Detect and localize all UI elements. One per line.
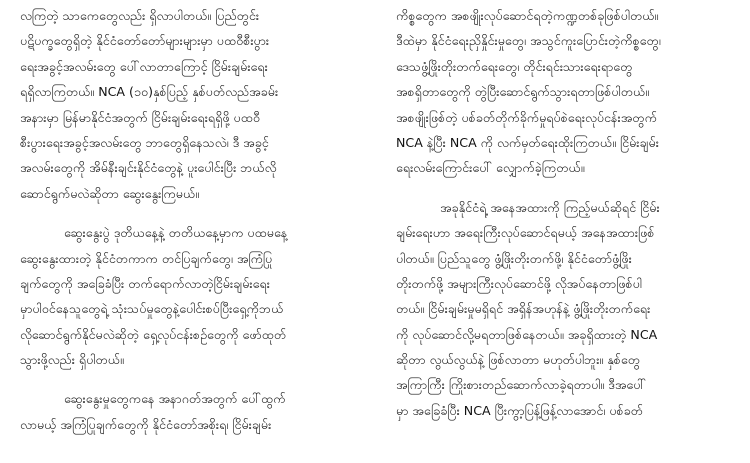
text-line: ဒီထဲမှာ နိုင်ငံရေးညှိနှိုင်းမှုတွေ၊ အသွင်ကူးပြောင်းတဲ့ကိစ္စတွေ၊ — [396, 33, 661, 49]
text-line: ချက်တွေကို အခြေခံပြီး တက်ရောက်လာတဲ့ငြိမ်းချမ်းရေး — [20, 275, 270, 291]
text-line: အစရှိတာတွေကို တွဲပြီးဆောင်ရွက်သွားရတာဖြစ်ပါတယ်။ — [396, 84, 650, 100]
right-column — [396, 0, 730, 463]
left-column — [20, 0, 354, 463]
text-line: ဆွေးနွေးထားတဲ့ နိုင်ငံတကာက တင်ပြချက်တွေ၊ အကြံပြု — [20, 250, 273, 266]
text-line: စီးပွားရေးအခွင့်အလမ်းတွေ ဘာတွေရှိနေသလဲ၊ ဒီ အခွင့် — [20, 134, 269, 150]
text-line: ရရှိလာကြတယ်။ NCA (၁၀)နှစ်ပြည့် နှစ်ပတ်လည်အခမ်း — [20, 84, 279, 100]
text-line: ဆိုတာ လွယ်လွယ်နဲ့ ဖြစ်လာတာ မဟုတ်ပါဘူး။ နှစ်တွေ — [396, 352, 640, 368]
text-line: ရေးအခွင့်အလမ်းတွေ ပေါ်လာတာကြောင့် ငြိမ်းချမ်းရေး — [20, 58, 268, 74]
text-line: ချမ်းရေးဟာ အရေးကြီးလုပ်ဆောင်ရမယ့် အနေအထားဖြစ် — [396, 225, 655, 241]
text-line: မှာပါဝင်နေသူတွေရဲ့ သုံးသပ်မှုတွေနဲ့ပေါင်းစပ်ပြီးရှေ့ကိုဘယ် — [20, 301, 284, 317]
text-line: တယ်။ ငြိမ်းချမ်းမှုမရှိရင် အရှိန်အဟုန်နဲ့ ဖွံ့ဖြိုးတိုးတက်ရေး — [396, 301, 651, 317]
text-line: ကို လုပ်ဆောင်လို့မရတာဖြစ်နေတယ်။ အခုရှိထားတဲ့ NCA — [396, 326, 658, 342]
text-line: သွားဖို့လည်း ရှိပါတယ်။ — [20, 352, 124, 368]
text-line: ပါတယ်။ ပြည်သူတွေ ဖွံ့ဖြိုးတိုးတက်ဖို့၊ နိုင်ငံတော်ဖွံ့ဖြိုး — [396, 250, 632, 266]
text-line: လိုဆောင်ရွက်နိုင်မလဲဆိုတဲ့ ရှေ့လုပ်ငန်းစဉ်တွေကို ဖော်ထုတ် — [20, 326, 287, 342]
paragraph-gap — [20, 372, 354, 386]
text-line: လာမယ့် အကြံပြုချက်တွေကို နိုင်ငံတော်အစိုးရ၊ ငြိမ်းချမ်း — [20, 416, 272, 432]
text-line: NCA နဲ့ပြီး NCA ကို လက်မှတ်ရေးထိုးကြတယ်။ ငြိမ်းချမ်း — [396, 134, 659, 150]
paragraph — [20, 220, 354, 372]
text-line: လကြတဲ့ သာကေတွေလည်း ရှိလာပါတယ်။ ပြည်တွင်း — [20, 8, 260, 23]
text-line: အလမ်းတွေကို အိမ်နီးချင်းနိုင်ငံတွေနဲ့ ပူးပေါင်းပြီး ဘယ်လို — [20, 160, 277, 176]
text-line: ဆောင်ရွက်မလဲဆိုတာ ဆွေးနွေးကြမယ်။ — [20, 185, 200, 201]
text-line: အနားမှာ မြန်မာနိုင်ငံအတွက် ငြိမ်းချမ်းရေးရရှိဖို့ ပထဝီ — [20, 109, 260, 125]
text-line: ဆွေးနွေးပွဲ ဒုတိယနေ့နဲ့ တတိယနေ့မှာက ပထမနေ့ — [64, 225, 288, 241]
text-line: ရေးလမ်းကြောင်းပေါ် လျှောက်ခဲ့ကြတယ်။ — [396, 160, 585, 176]
text-line: ဆွေးနွေးမှုတွေကနေ အနာဂတ်အတွက် ပေါ်ထွက် — [64, 391, 286, 407]
text-line: တိုးတက်ဖို့ အများကြီးလုပ်ဆောင်ဖို့ လိုအပ်နေတာဖြစ်ပါ — [396, 275, 642, 291]
text-line: အစဖျိုးဖြစ်တဲ့ ပစ်ခတ်တိုက်ခိုက်မှုရပ်စဲရေးလုပ်ငန်းအတွက် — [396, 109, 657, 125]
paragraph — [396, 195, 730, 424]
text-line: ပဋိပက္ခတွေရှိတဲ့ နိုင်ငံတော်တော်များများမှာ ပထဝီစီးပွား — [20, 33, 270, 49]
paragraph — [396, 3, 730, 181]
paragraph-gap — [20, 206, 354, 220]
text-line: မှာ အခြေခံပြီး NCA ပြီးကွာ့ပြန့်ဖြန့်လာအောင်၊ ပစ်ခတ် — [396, 402, 643, 418]
text-line: ဒေသဖွံ့ဖြိုးတိုးတက်ရေးတွေ၊ တိုင်းရင်းသားရေးရာတွေ — [396, 58, 633, 74]
text-line: အကြာကြီး ကြိုးစားတည်ဆောက်လာခဲ့ရတာပါ။ ဒီအပေါ် — [396, 377, 647, 393]
paragraph — [20, 3, 354, 206]
paragraph — [20, 386, 354, 437]
text-line: အခုနိုင်ငံရဲ့ အနေအထားကို ကြည့်မယ်ဆိုရင် ငြိမ်း — [440, 199, 660, 215]
paragraph-gap — [396, 181, 730, 195]
text-line: ကိစ္စတွေက အစဖျိုးလုပ်ဆောင်ရတဲ့ကဏ္ဍတစ်ခုဖြစ်ပါတယ်။ — [396, 8, 659, 23]
